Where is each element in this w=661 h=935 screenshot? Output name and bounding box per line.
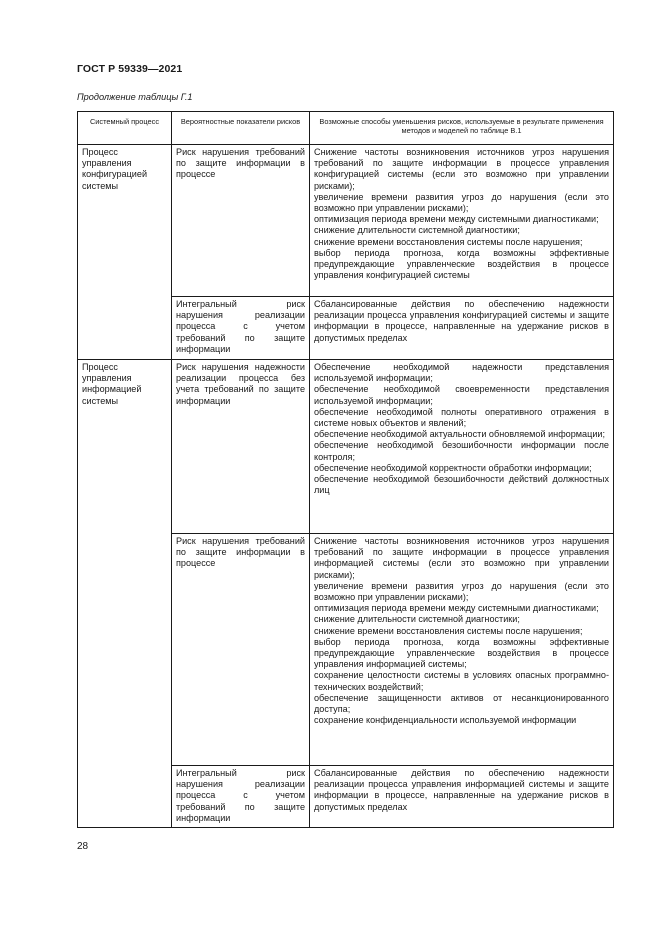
methods-cell	[310, 145, 614, 297]
indicator-text: Риск нарушения требований по защите информации в процессе	[176, 536, 305, 569]
page-number: 28	[77, 841, 89, 852]
methods-text: Сбалансированные действия по обеспечению надежности реализации процесса управления информацией системы и защите информации в процессе, направленные на удержание рисков в допустимых пределах	[314, 768, 609, 812]
indicator-cell	[172, 766, 310, 828]
indicator-cell	[172, 534, 310, 766]
column-header-methods: Возможные способы уменьшения рисков, используемые в результате применения методов и моделей по таблице В.1	[310, 112, 614, 145]
document-title: ГОСТ Р 59339—2021	[77, 63, 183, 75]
risk-table	[77, 111, 614, 828]
indicator-text: Интегральный риск нарушения реализации процесса с учетом требований по защите информации	[176, 768, 305, 823]
column-header-process: Системный процесс	[78, 112, 172, 145]
table-header-row	[78, 112, 614, 145]
methods-text: Обеспечение необходимой надежности представления используемой информации; обеспечение необходимой своевременности представления используемой информации; обеспечение необходимой полноты оперативного отражения в системе новых объектов и явлений; обеспечение необходимой актуальности обновляемой информации; обеспечение необходимой безошибочности информации после контроля; обеспечение необходимой корректности обработки информации; обеспечение необходимой безошибочности действий должностных лиц	[314, 362, 609, 496]
table-row	[78, 145, 614, 297]
process-text: Процесс управления конфигурацией системы	[82, 147, 148, 191]
indicator-cell	[172, 360, 310, 534]
table-caption: Продолжение таблицы Г.1	[77, 92, 193, 102]
methods-cell	[310, 534, 614, 766]
process-text: Процесс управления информацией системы	[82, 362, 142, 406]
process-cell	[78, 145, 172, 360]
process-cell	[78, 360, 172, 828]
indicator-text: Риск нарушения надежности реализации процесса без учета требований по защите информации	[176, 362, 305, 406]
methods-cell	[310, 297, 614, 360]
indicator-text: Риск нарушения требований по защите информации в процессе	[176, 147, 305, 180]
methods-cell	[310, 360, 614, 534]
indicator-cell	[172, 145, 310, 297]
table-row	[78, 360, 614, 534]
methods-cell	[310, 766, 614, 828]
methods-text: Снижение частоты возникновения источников угроз нарушения требований по защите информации в процессе управления конфигурацией системы (если это возможно при управлении рисками); увеличение времени развития угроз до нарушения (если это возможно при управлении рисками); оптимизация периода времени между системными диагностиками; снижение длительности системной диагностики; снижение времени восстановления системы после нарушения; выбор периода прогноза, когда возможны эффективные предупреждающие управленческие воздействия в процессе управления конфигурацией системы	[314, 147, 609, 281]
methods-text: Сбалансированные действия по обеспечению надежности реализации процесса управления конфигурацией системы и защите информации в процессе, направленные на удержание рисков в допустимых пределах	[314, 299, 609, 343]
column-header-indicators: Вероятностные показатели рисков	[172, 112, 310, 145]
indicator-text: Интегральный риск нарушения реализации процесса с учетом требований по защите информации	[176, 299, 305, 354]
methods-text: Снижение частоты возникновения источников угроз нарушения требований по защите информации в процессе управления информацией системы (если это возможно при управлении рисками); увеличение времени развития угроз до нарушения (если это возможно при управлении рисками); оптимизация периода времени между системными диагностиками; снижение длительности системной диагностики; снижение времени восстановления системы после нарушения; выбор периода прогноза, когда возможны эффективные предупреждающие управленческие воздействия в процессе управления информацией системы; сохранение целостности системы в условиях опасных программно-технических воздействий; обеспечение защищенности активов от несанкционированного доступа; сохранение конфиденциальности используемой информации	[314, 536, 609, 726]
indicator-cell	[172, 297, 310, 360]
